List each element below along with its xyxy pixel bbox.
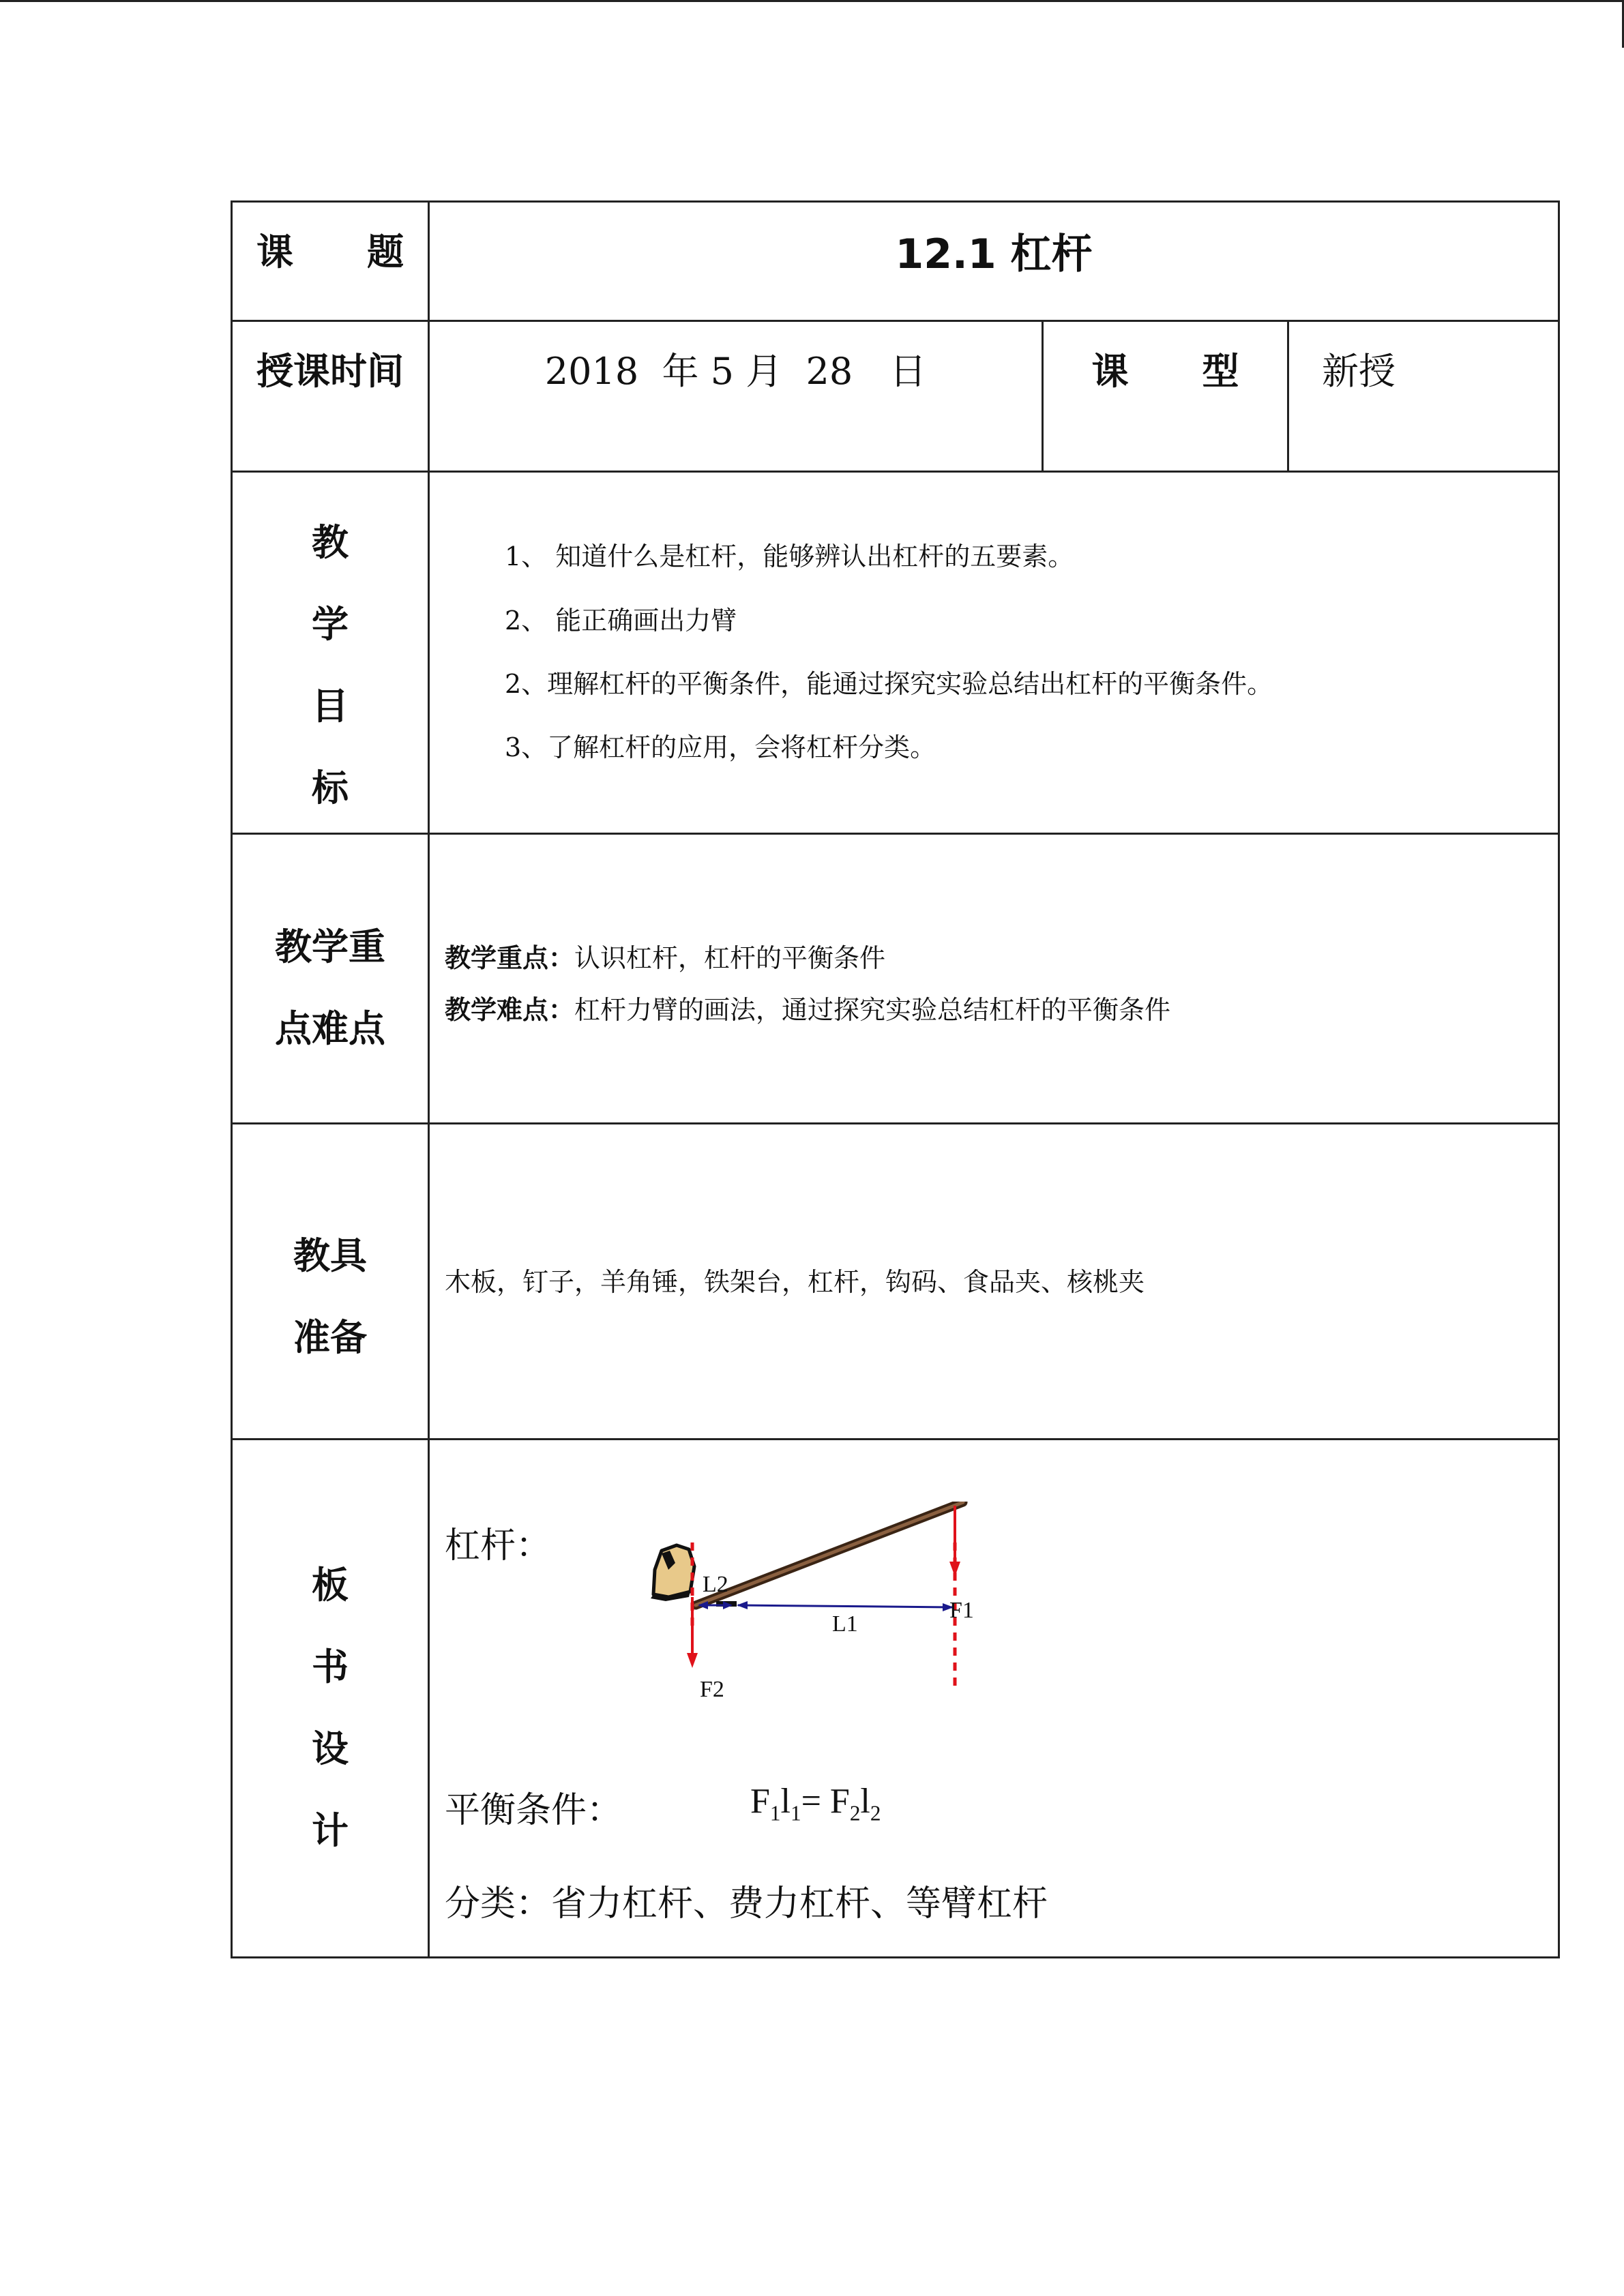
key-points-content-cell [429, 834, 1559, 1124]
tools-label-line-1: 教具 [293, 1234, 367, 1277]
topic-value-cell [429, 202, 1559, 321]
board-label-char-3: 设 [312, 1727, 349, 1770]
teaching-focus [445, 937, 885, 974]
time-label-cell [232, 321, 429, 472]
lever-classification: 分类：省力杠杆、费力杠杆、等臂杠杆 [445, 1883, 1048, 1924]
tools-content-cell [429, 1124, 1559, 1440]
teaching-difficulty-text: 杠杆力臂的画法，通过探究实验总结杠杆的平衡条件 [574, 995, 1171, 1025]
board-content-cell [429, 1440, 1559, 1958]
formula-f2-sub: 2 [849, 1801, 861, 1825]
formula-f1-sub: 1 [769, 1801, 781, 1825]
f1-label: F1 [949, 1598, 974, 1623]
teaching-difficulty [445, 989, 1170, 1026]
teaching-focus-text: 认识杠杆，杠杆的平衡条件 [574, 943, 886, 973]
lesson-title: 12.1 杠杆 [895, 230, 1093, 278]
board-label-char-1: 板 [312, 1564, 349, 1607]
teaching-difficulty-label: 教学难点： [445, 995, 575, 1025]
goal-item: 2、理解杠杆的平衡条件，能通过探究实验总结出杠杆的平衡条件。 [505, 669, 1273, 699]
type-value-cell [1288, 321, 1559, 472]
topic-label: 课 题 [256, 230, 404, 273]
time-row [232, 321, 1559, 472]
goals-label-cell [232, 472, 429, 834]
board-row [232, 1440, 1559, 1958]
lesson-date: 2018 年 5 月 28 日 [544, 350, 927, 393]
goals-label-char-3: 目 [312, 685, 349, 728]
goals-content-cell [429, 472, 1559, 834]
formula-l1: l [780, 1782, 791, 1821]
f2-label: F2 [700, 1677, 724, 1702]
goal-item: 3、了解杠杆的应用，会将杠杆分类。 [505, 732, 936, 762]
topic-label-cell [232, 202, 429, 321]
key-points-label-line-2: 点难点 [275, 1007, 385, 1050]
goals-label-char-1: 教 [312, 521, 349, 564]
l1-arm [737, 1601, 954, 1611]
board-label-char-4: 计 [312, 1809, 349, 1852]
goal-item: 1、 知道什么是杠杆，能够辨认出杠杆的五要素。 [505, 541, 1074, 571]
formula-equals-f2: = F [801, 1782, 850, 1821]
tools-label-line-2: 准备 [293, 1316, 367, 1359]
fulcrum-rock-icon [651, 1545, 694, 1601]
board-label-char-2: 书 [312, 1645, 349, 1688]
formula-f1: F [750, 1782, 770, 1821]
time-label: 授课时间 [256, 350, 404, 393]
goals-row [232, 472, 1559, 834]
balance-label: 平衡条件： [445, 1790, 623, 1831]
board-label-cell [232, 1440, 429, 1958]
tools-list: 木板，钉子，羊角锤，铁架台，杠杆，钩码、食品夹、核桃夹 [445, 1267, 1145, 1297]
time-value-cell [429, 321, 1043, 472]
lesson-type: 新授 [1322, 350, 1396, 393]
formula-l1-sub: 1 [790, 1801, 801, 1825]
lesson-plan-table [231, 200, 1560, 1958]
tools-row [232, 1124, 1559, 1440]
formula-l2: l [860, 1782, 870, 1821]
key-points-label-line-1: 教学重 [275, 925, 385, 968]
formula-l2-sub: 2 [870, 1801, 881, 1825]
page-top-border [0, 0, 1624, 2]
tools-label-cell [232, 1124, 429, 1440]
key-points-row [232, 834, 1559, 1124]
lever-diagram [634, 1502, 1016, 1706]
balance-formula [750, 1781, 881, 1825]
goals-label-char-4: 标 [312, 766, 349, 809]
key-points-label-cell [232, 834, 429, 1124]
teaching-focus-label: 教学重点： [445, 943, 575, 973]
topic-row [232, 202, 1559, 321]
type-label: 课 型 [1091, 350, 1239, 393]
lever-bar [696, 1502, 963, 1605]
l2-label: L2 [703, 1572, 728, 1597]
f1-arrow [949, 1506, 960, 1577]
type-label-cell [1043, 321, 1288, 472]
goals-label-char-2: 学 [312, 603, 349, 646]
l1-label: L1 [832, 1611, 858, 1637]
goal-item: 2、 能正确画出力臂 [505, 606, 737, 636]
lever-heading: 杠杆： [445, 1525, 552, 1566]
